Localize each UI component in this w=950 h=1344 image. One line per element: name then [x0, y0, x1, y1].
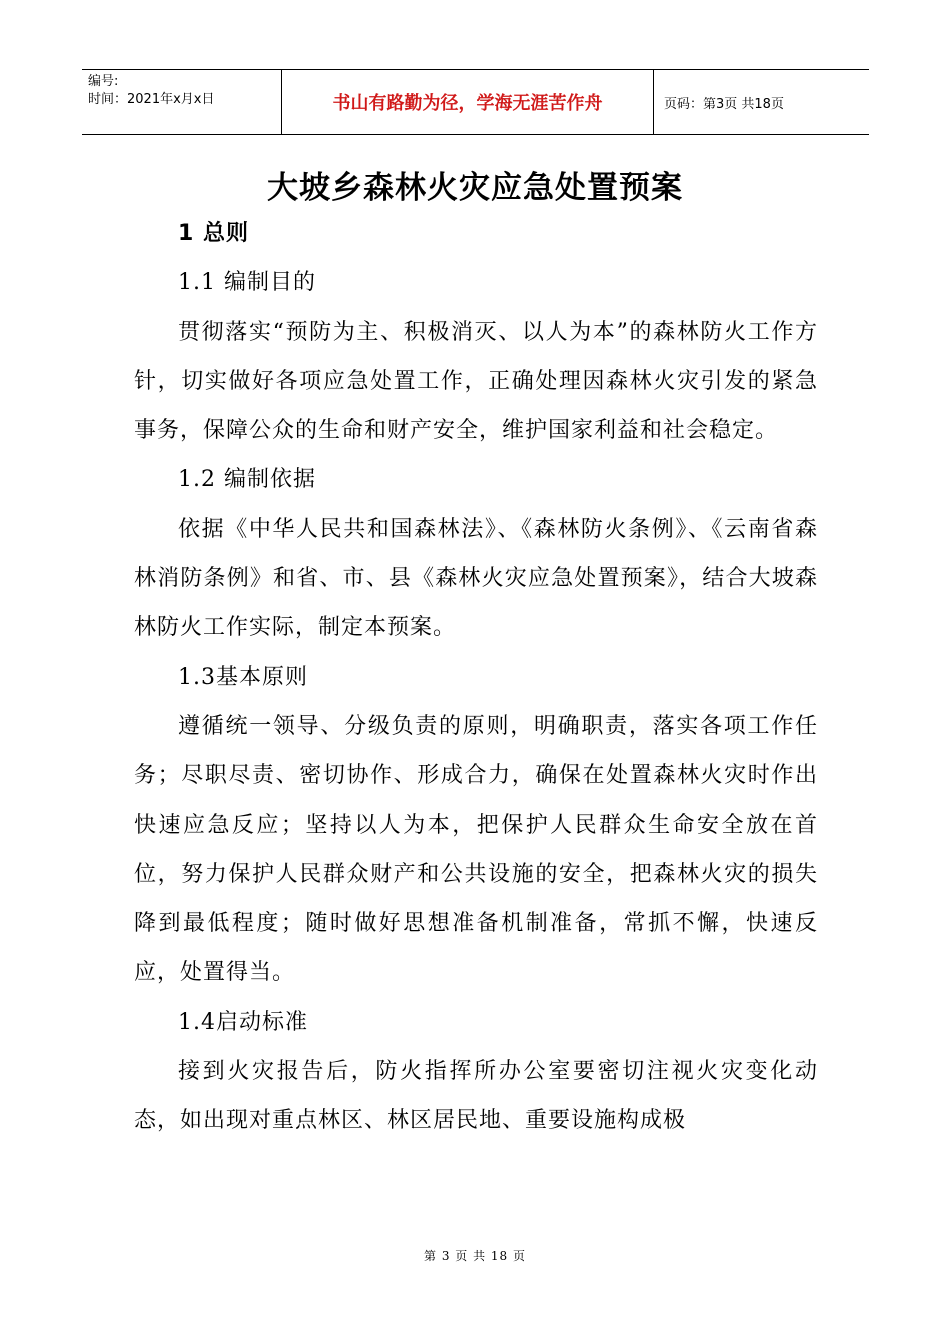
section-heading-basis: 1.2 编制依据	[178, 467, 316, 493]
header-left-cell	[82, 70, 282, 134]
header-motto: 书山有路勤为径，学海无涯苦作舟	[282, 70, 654, 134]
section-heading-general: 1 总则	[178, 221, 249, 246]
section-heading-principles: 1.3基本原则	[178, 664, 308, 690]
section-heading-purpose: 1.1 编制目的	[178, 270, 316, 296]
paragraph-basis: 依据《中华人民共和国森林法》、《森林防火条例》、《云南省森林消防条例》和省、市、县《森林火灾应急处置预案》，结合大坡森林防火工作实际，制定本预案。	[134, 516, 818, 641]
header-table	[82, 69, 869, 135]
document-title: 大坡乡森林火灾应急处置预案	[267, 170, 683, 206]
page-footer: 第 3 页 共 18 页	[424, 1249, 526, 1263]
paragraph-purpose: 贯彻落实“预防为主、积极消灭、以人为本”的森林防火工作方针，切实做好各项应急处置工作，正确处理因森林火灾引发的紧急事务，保障公众的生命和财产安全，维护国家利益和社会稳定。	[134, 319, 818, 444]
paragraph-activation: 接到火灾报告后，防火指挥所办公室要密切注视火灾变化动态，如出现对重点林区、林区居民地、重要设施构成极	[134, 1059, 818, 1134]
document-body	[134, 209, 818, 1146]
section-heading-activation: 1.4启动标准	[178, 1009, 308, 1035]
header-page-info: 页码：第3页 共18页	[664, 96, 784, 112]
document-number-label: 编号:	[88, 74, 119, 89]
paragraph-principles: 遵循统一领导、分级负责的原则，明确职责，落实各项工作任务；尽职尽责、密切协作、形成合力，确保在处置森林火灾时作出快速应急反应；坚持以人为本，把保护人民群众生命安全放在首位，努力保护人民群众财产和公共设施的安全，把森林火灾的损失降到最低程度；随时做好思想准备机制准备，常抓不懈，快速反应，处置得当。	[134, 713, 818, 986]
document-time-label: 时间：2021年x月x日	[88, 92, 215, 107]
